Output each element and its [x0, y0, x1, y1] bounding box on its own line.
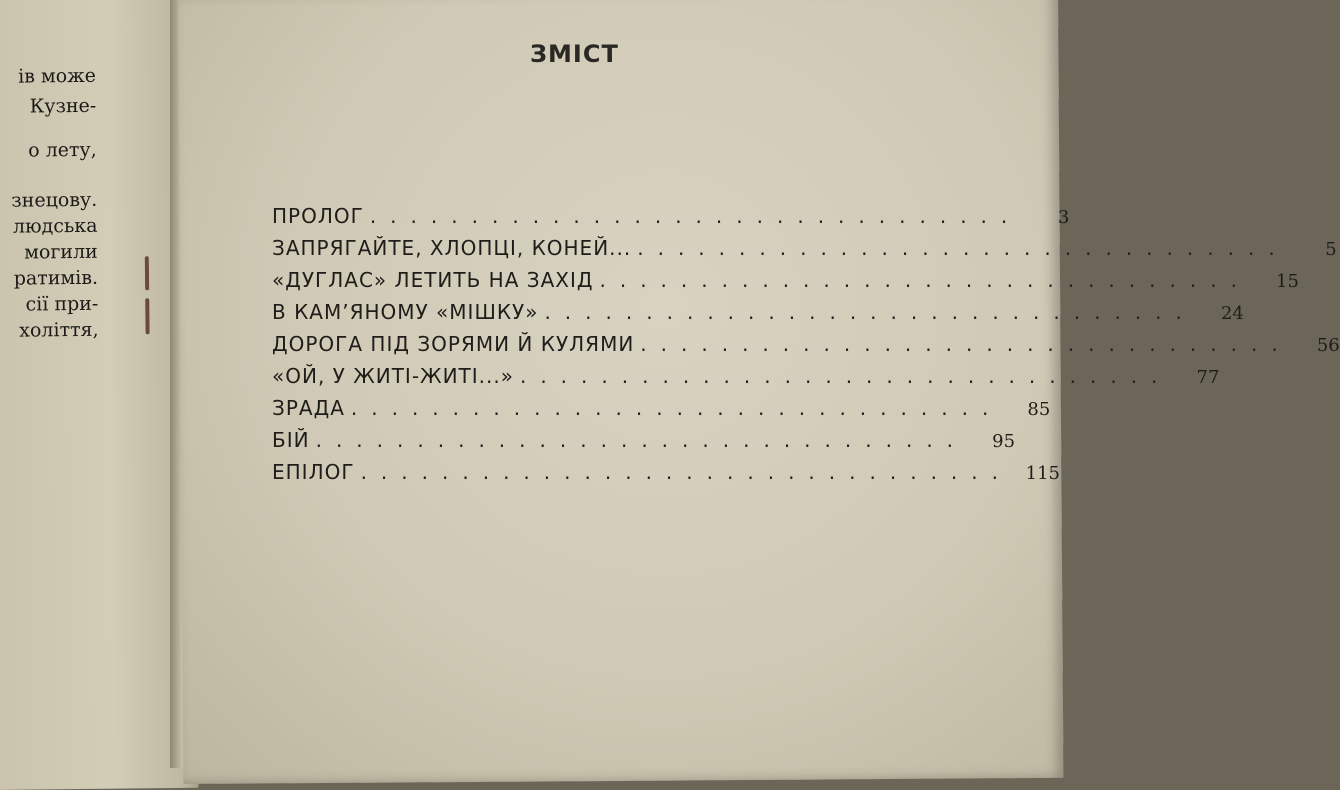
left-page-line: о лету,	[28, 138, 97, 162]
toc-dot-leader: ................................	[315, 428, 968, 452]
left-page-line: ів може	[18, 64, 97, 88]
toc-entry	[272, 268, 1299, 292]
toc-dot-leader: ................................	[350, 396, 1003, 420]
toc-entry-title: «ОЙ, У ЖИТІ-ЖИТІ...»	[272, 364, 514, 388]
toc-entry-title: ЕПІЛОГ	[272, 460, 355, 484]
toc-entry-page: 115	[1025, 463, 1060, 484]
toc-entry-title: «ДУГЛАС» ЛЕТИТЬ НА ЗАХІД	[272, 268, 594, 292]
right-page	[178, 0, 1063, 784]
toc-entry-page: 85	[1027, 399, 1051, 420]
left-page-line: знецову.	[11, 188, 98, 212]
toc-entry-page: 3	[1057, 207, 1070, 228]
toc-dot-leader: ................................	[544, 300, 1196, 324]
toc-entry-title: ДОРОГА ПІД ЗОРЯМИ Й КУЛЯМИ	[272, 332, 635, 356]
toc-entry-page: 56	[1316, 335, 1340, 356]
toc-entry	[272, 460, 1060, 484]
toc-entry-title: БІЙ	[272, 428, 310, 452]
toc-entry	[272, 396, 1051, 420]
toc-entry-page: 77	[1196, 367, 1220, 388]
toc-entry-title: ЗАПРЯГАЙТЕ, ХЛОПЦІ, КОНЕЙ...	[272, 236, 632, 260]
toc-entry-title: ЗРАДА	[272, 396, 345, 420]
toc-entry-page: 95	[992, 431, 1016, 452]
left-page-line: людська	[12, 214, 98, 238]
toc-entry	[272, 428, 1016, 452]
toc-entry	[272, 236, 1337, 260]
contents-heading: ЗМІСТ	[530, 40, 619, 68]
left-page	[0, 0, 198, 790]
binding-stitch	[145, 256, 149, 290]
left-page-line: Кузне-	[29, 94, 97, 118]
toc-entry	[272, 204, 1070, 228]
toc-entry-page: 24	[1220, 303, 1244, 324]
left-page-line: могили	[24, 240, 98, 264]
toc-dot-leader: ................................	[637, 236, 1289, 260]
toc-dot-leader: ................................	[640, 332, 1292, 356]
toc-entry	[272, 332, 1340, 356]
toc-entry-page: 15	[1276, 271, 1299, 292]
toc-dot-leader: ................................	[519, 364, 1172, 388]
toc-dot-leader: ................................	[360, 460, 1012, 484]
left-page-line: холіття,	[19, 318, 99, 342]
toc-entry-title: ПРОЛОГ	[272, 204, 364, 228]
toc-entry	[272, 364, 1220, 388]
toc-dot-leader: ................................	[369, 204, 1022, 228]
left-page-line: ратимів.	[13, 266, 99, 290]
toc-entry	[272, 300, 1244, 324]
toc-entry-page: 5	[1325, 239, 1337, 260]
left-page-line: сії при-	[25, 292, 99, 316]
toc-entry-title: В КАМ’ЯНОМУ «МІШКУ»	[272, 300, 539, 324]
left-page-text	[1, 64, 171, 342]
toc-dot-leader: ................................	[599, 268, 1251, 292]
binding-stitch	[145, 298, 149, 334]
